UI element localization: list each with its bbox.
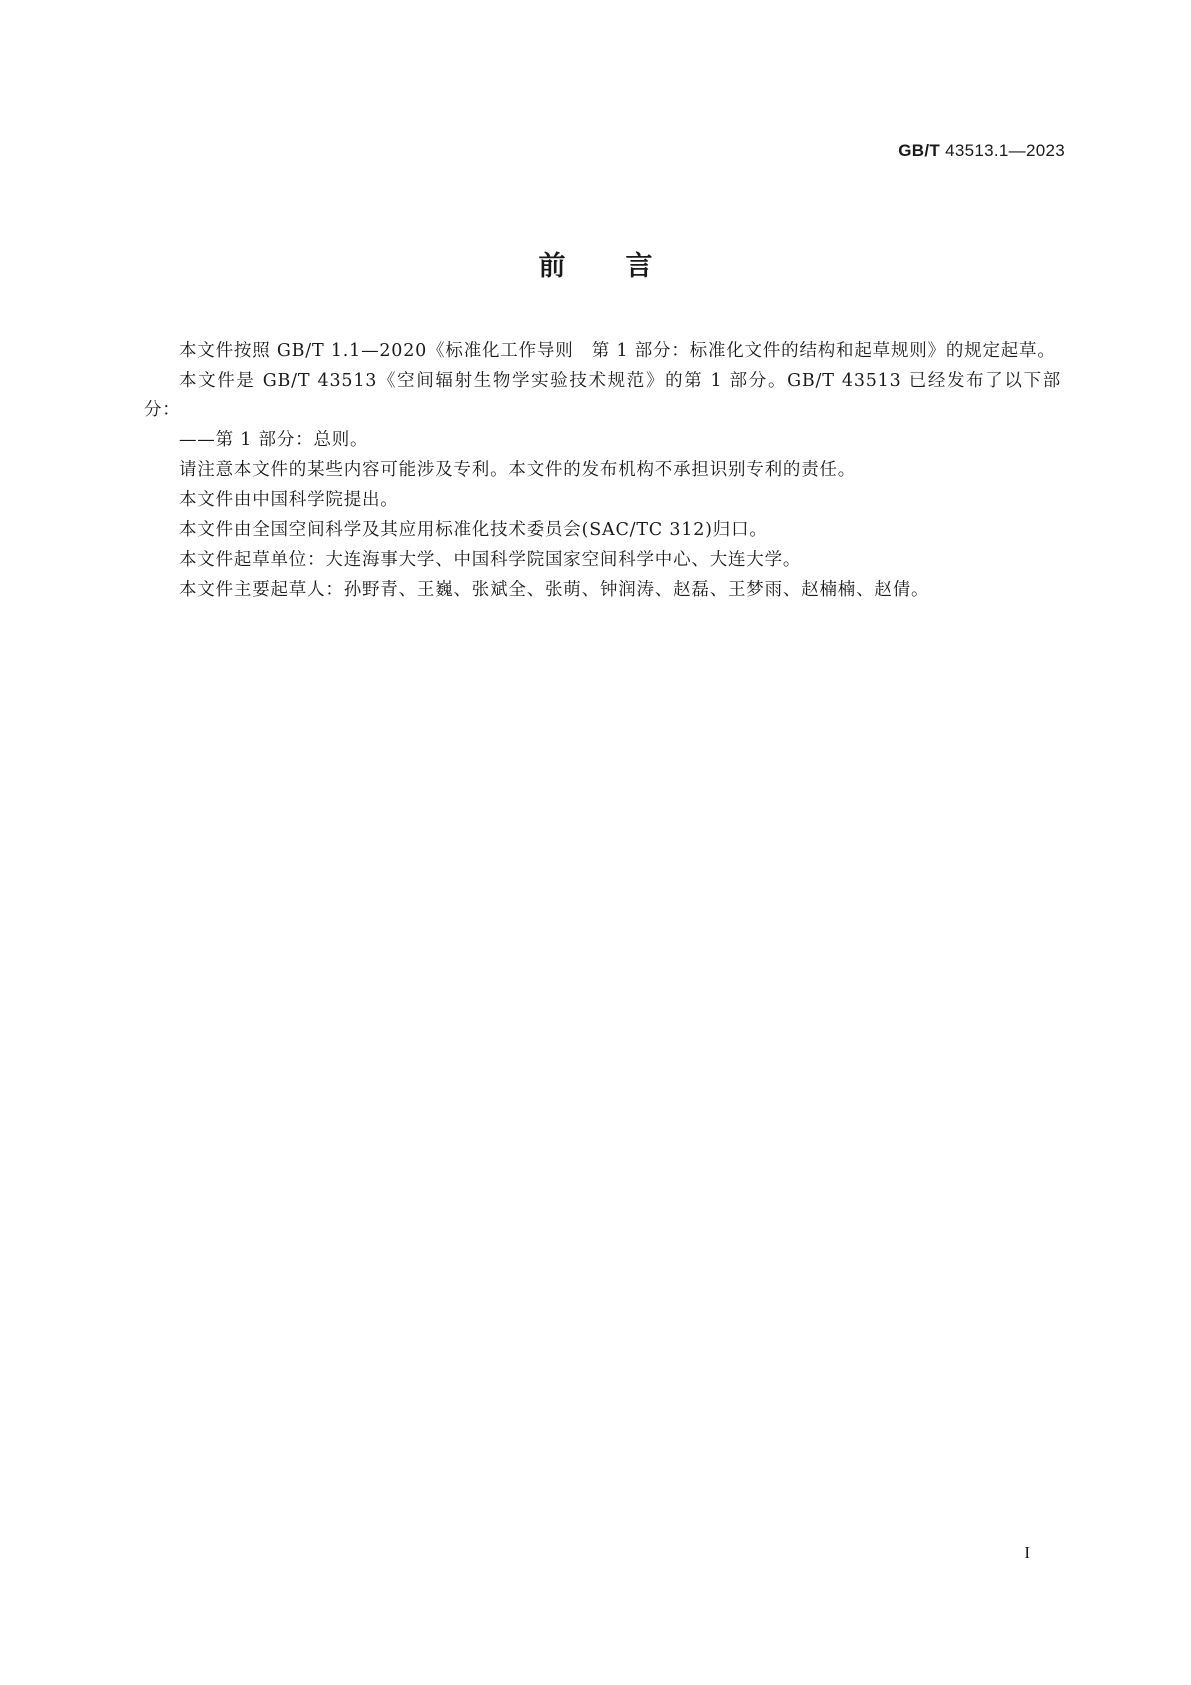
- standard-number: 43513.1—2023: [945, 141, 1065, 160]
- paragraph-patent-notice: 请注意本文件的某些内容可能涉及专利。本文件的发布机构不承担识别专利的责任。: [179, 460, 857, 480]
- page-title: 前言: [538, 251, 713, 282]
- paragraph-part-list-item: ——第 1 部分：总则。: [179, 430, 369, 450]
- paragraph-drafting-units: 本文件起草单位：大连海事大学、中国科学院国家空间科学中心、大连大学。: [179, 550, 802, 570]
- paragraph-part-info: 本文件是 GB/T 43513《空间辐射生物学实验技术规范》的第 1 部分。GB/T 43513 已经发布了以下部分：: [144, 371, 1061, 420]
- standard-code: [898, 141, 1065, 161]
- paragraph-committee: 本文件由全国空间科学及其应用标准化技术委员会(SAC/TC 312)归口。: [179, 520, 768, 540]
- foreword-body: [144, 337, 1061, 606]
- paragraph-drafters: 本文件主要起草人：孙野青、王巍、张斌全、张萌、钟润涛、赵磊、王梦雨、赵楠楠、赵倩。: [179, 580, 930, 600]
- paragraph-drafting-rules: 本文件按照 GB/T 1.1—2020《标准化工作导则 第 1 部分：标准化文件的结构和起草规则》的规定起草。: [179, 341, 1056, 361]
- paragraph-proposer: 本文件由中国科学院提出。: [179, 490, 399, 510]
- page-number: I: [1024, 1543, 1030, 1562]
- standard-prefix: GB/T: [898, 141, 941, 160]
